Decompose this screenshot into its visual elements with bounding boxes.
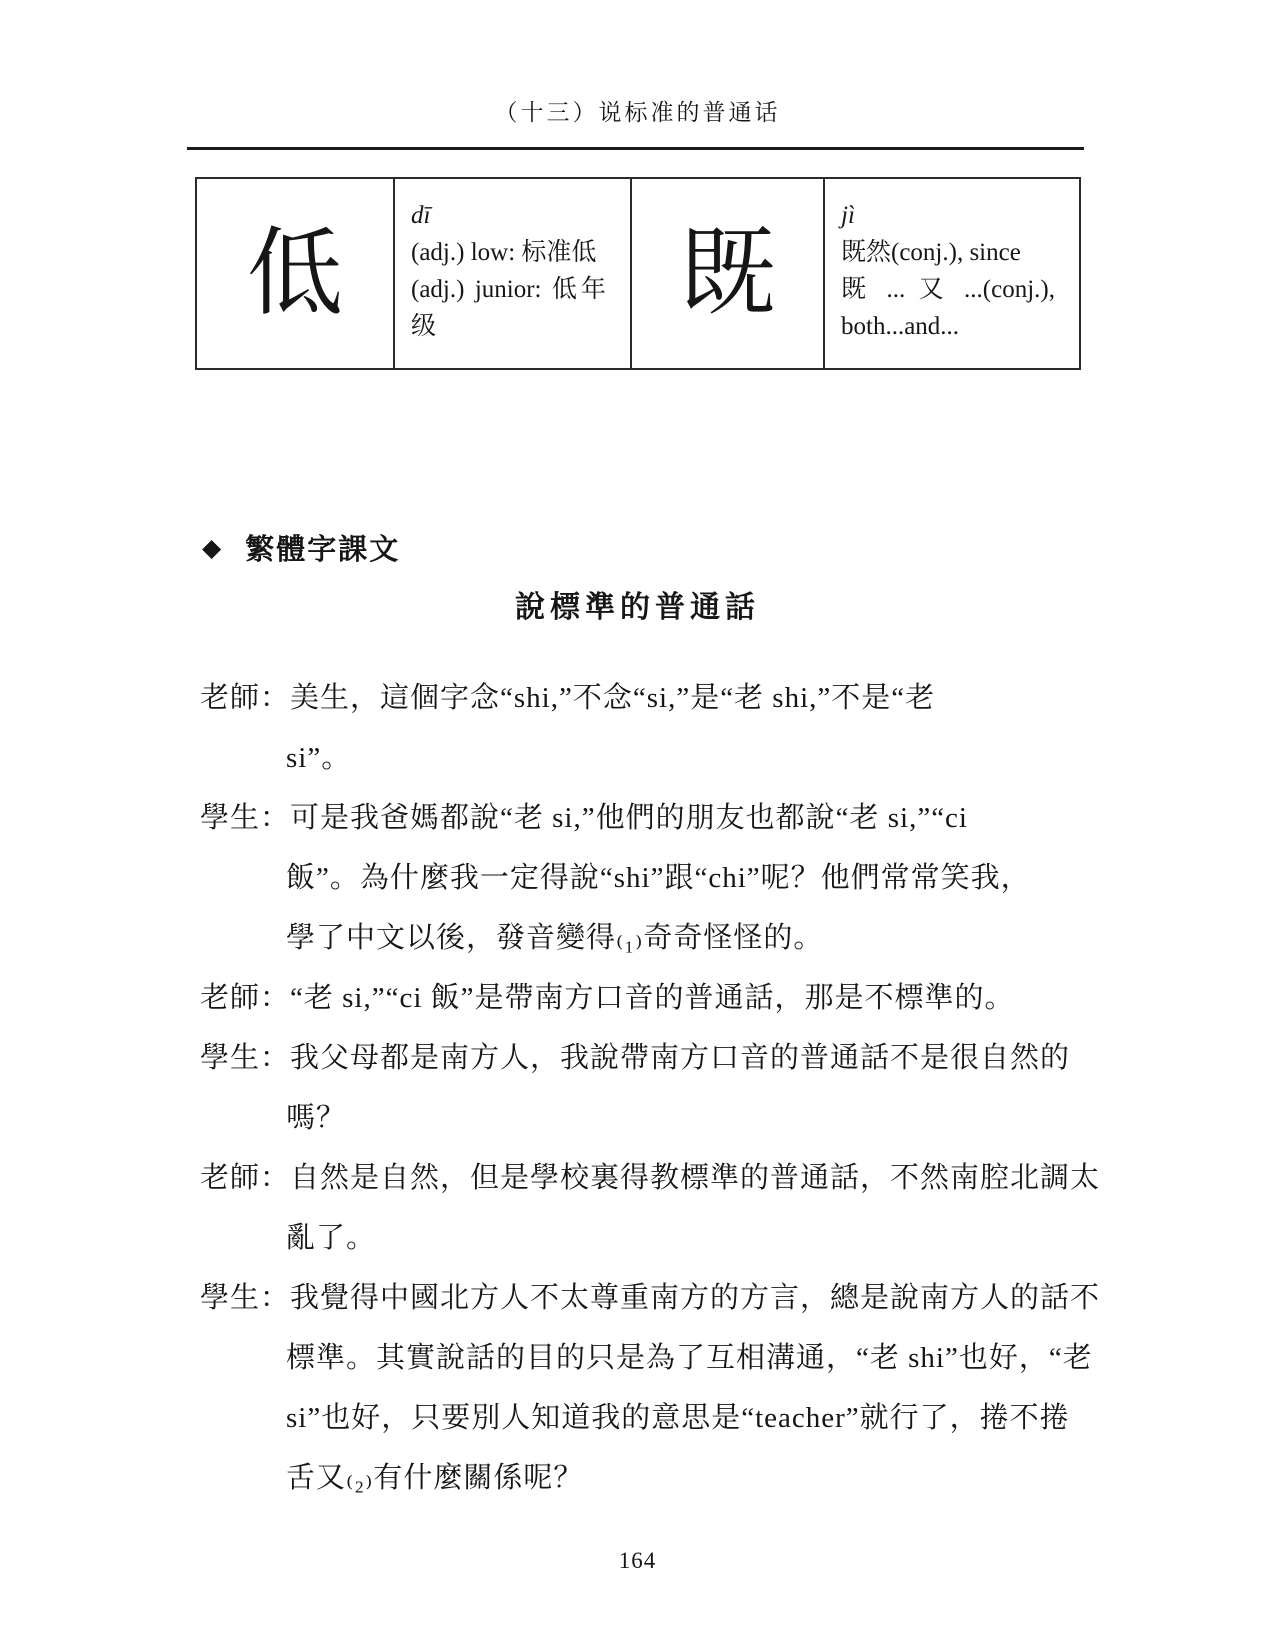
dialogue-text: 自然是自然，但是學校裏得教標準的普通話，不然南腔北調太	[290, 1162, 1101, 1194]
lesson-text-title: 說標準的普通話	[515, 591, 760, 624]
dialogue-line	[200, 1148, 1100, 1208]
dialogue-line	[200, 788, 1100, 848]
speaker-label: 老師：	[200, 682, 291, 714]
vocab-character: 低	[247, 219, 343, 327]
dialogue-line: 亂了。	[286, 1222, 377, 1254]
speaker-label: 老師：	[200, 982, 291, 1014]
header-rule	[187, 147, 1084, 150]
dialogue-line: 飯”。為什麼我一定得說“shi”跟“chi”呢？他們常常笑我，	[286, 862, 1031, 894]
definition-line: 既然(conj.), since	[841, 239, 1021, 266]
dialogue-text: 可是我爸媽都說“老 si,”他們的朋友也都說“老 si,”“ci	[290, 802, 968, 834]
speaker-label: 老師：	[200, 1162, 291, 1194]
dialogue-line: si”也好，只要別人知道我的意思是“teacher”就行了，捲不捲	[286, 1402, 1070, 1434]
vocab-character-cell	[197, 179, 393, 368]
pinyin: jì	[841, 202, 855, 229]
definition-line: 级	[411, 313, 437, 340]
dialogue-turn	[200, 788, 1100, 968]
speaker-label: 學生：	[200, 1282, 291, 1314]
vocab-character: 既	[679, 219, 776, 327]
dialogue-turn	[200, 1268, 1100, 1508]
speaker-label: 學生：	[200, 1042, 291, 1074]
dialogue-line: 嗎？	[286, 1102, 347, 1134]
dialogue-turn	[200, 1028, 1100, 1148]
dialogue-line: 學了中文以後，發音變得₍₁₎奇奇怪怪的。	[286, 922, 824, 954]
pinyin: dī	[411, 202, 431, 229]
definition-line: both...and...	[841, 313, 960, 340]
dialogue-line: 舌又₍₂₎有什麼關係呢？	[286, 1462, 584, 1494]
section-heading-row	[202, 527, 400, 568]
vocab-definition-cell	[823, 179, 1079, 368]
dialogue-text: 美生，這個字念“shi,”不念“si,”是“老 shi,”不是“老	[290, 682, 936, 714]
dialogue	[200, 668, 1100, 1508]
dialogue-text: 我覺得中國北方人不太尊重南方的方言，總是說南方人的話不	[290, 1282, 1101, 1314]
dialogue-line: 標準。其實說話的目的只是為了互相溝通，“老 shi”也好，“老	[286, 1342, 1093, 1374]
definition-line: (adj.) junior: 低年	[411, 276, 606, 303]
page-number: 164	[618, 1548, 657, 1573]
vocab-definition-cell	[393, 179, 630, 368]
dialogue-text: “老 si,”“ci 飯”是帶南方口音的普通話，那是不標準的。	[290, 982, 1015, 1014]
definition-line: (adj.) low: 标准低	[411, 239, 597, 266]
dialogue-text: 我父母都是南方人，我說帶南方口音的普通話不是很自然的	[290, 1042, 1071, 1074]
diamond-bullet-icon: ◆	[202, 534, 224, 562]
section-heading: 繁體字課文	[245, 534, 401, 566]
dialogue-line	[200, 968, 1100, 1028]
dialogue-line	[200, 1268, 1100, 1328]
dialogue-line	[200, 668, 1100, 728]
vocab-table	[195, 177, 1081, 370]
dialogue-turn	[200, 1148, 1100, 1268]
vocab-character-cell	[630, 179, 823, 368]
definition-line: 既 ... 又 ...(conj.),	[841, 276, 1055, 303]
dialogue-turn	[200, 668, 1100, 788]
speaker-label: 學生：	[200, 802, 291, 834]
dialogue-turn	[200, 968, 1100, 1028]
dialogue-line	[200, 1028, 1100, 1088]
running-header: （十三）说标准的普通话	[494, 100, 781, 125]
dialogue-line: si”。	[286, 742, 352, 774]
